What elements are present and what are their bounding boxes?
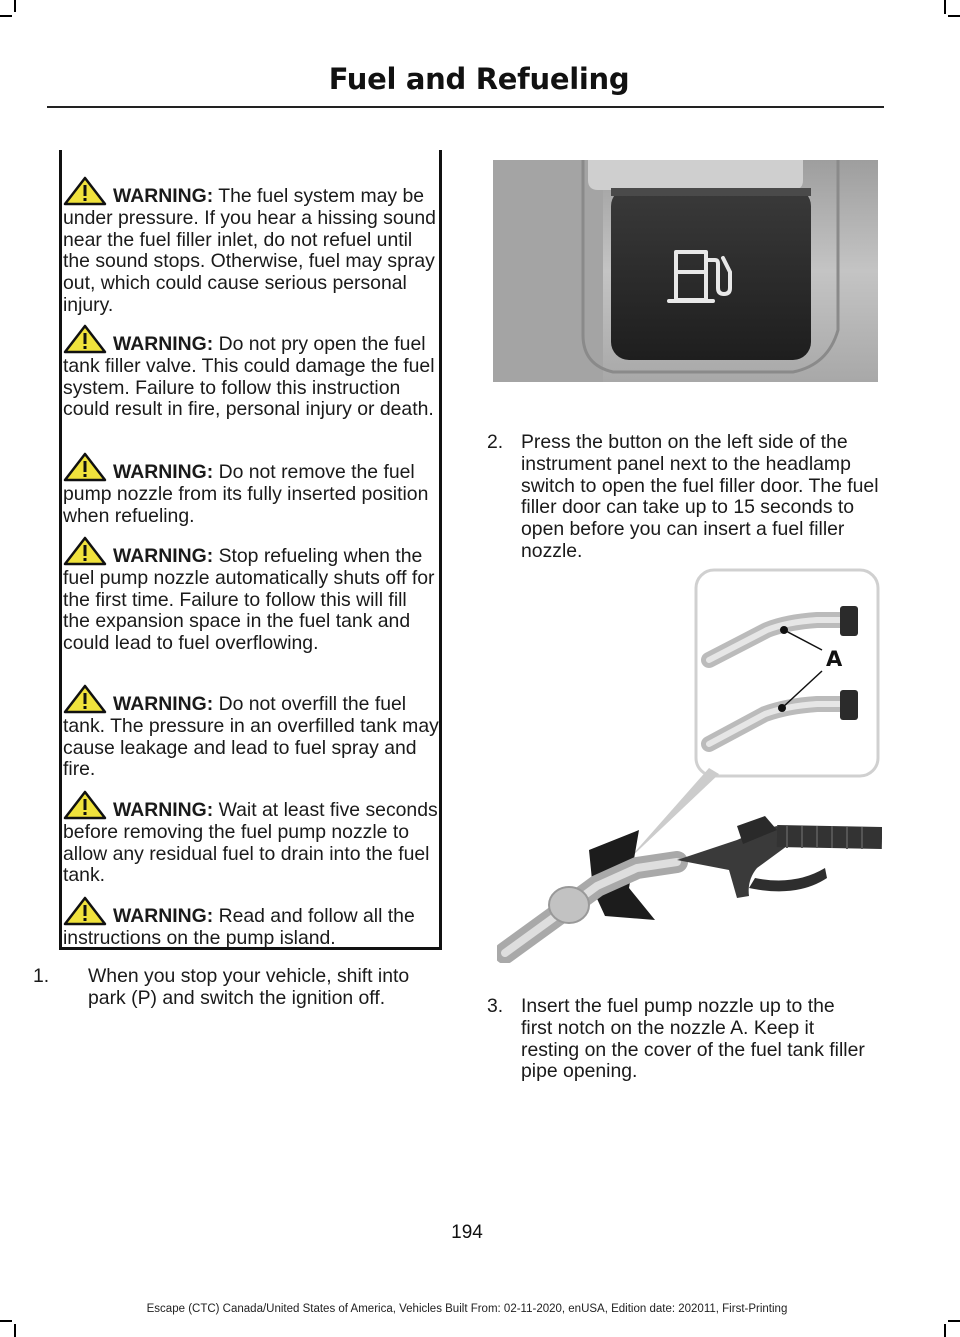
crop-mark bbox=[944, 1324, 946, 1337]
page-title: Fuel and Refueling bbox=[328, 62, 630, 96]
step-1 bbox=[33, 966, 443, 1016]
warning-item: WARNING: Wait at least five seconds before removing the fuel pump nozzle to allow any residual fuel to drain into the fuel tank. bbox=[63, 790, 439, 887]
warning-triangle-icon bbox=[63, 324, 107, 354]
crop-mark bbox=[948, 15, 960, 17]
step-number: 2. bbox=[487, 431, 504, 453]
warning-item: WARNING: Do not remove the fuel pump nozzle from its fully inserted position when refueling. bbox=[63, 452, 439, 527]
warning-triangle-icon bbox=[63, 684, 107, 714]
warning-item: WARNING: Stop refueling when the fuel pump nozzle automatically shuts off for the first time. Failure to follow this will fill the expansion space in the fuel tank and could lead to fuel overflowing. bbox=[63, 536, 439, 655]
page-footer: Escape (CTC) Canada/United States of America, Vehicles Built From: 02-11-2020, enUSA, Edition date: 202011, First-Printing bbox=[146, 1303, 788, 1315]
fuel-door-button-figure bbox=[493, 160, 878, 382]
step-2 bbox=[487, 432, 882, 562]
crop-mark bbox=[0, 1320, 12, 1322]
warning-triangle-icon bbox=[63, 536, 107, 566]
callout-label-A: A bbox=[826, 647, 843, 671]
crop-mark bbox=[14, 1324, 16, 1337]
step-text: Insert the fuel pump nozzle up to the first notch on the nozzle A. Keep it resting on the cover of the fuel tank filler pipe opening. bbox=[521, 995, 865, 1083]
page-number: 194 bbox=[451, 1222, 483, 1243]
warning-triangle-icon bbox=[63, 790, 107, 820]
warning-triangle-icon bbox=[63, 896, 107, 926]
step-3 bbox=[487, 996, 882, 1086]
crop-mark bbox=[14, 0, 16, 12]
crop-mark bbox=[0, 15, 12, 17]
step-number: 1. bbox=[33, 965, 50, 987]
fuel-nozzle-diagram bbox=[497, 568, 882, 963]
header-rule bbox=[47, 106, 884, 108]
warning-item: WARNING: Do not pry open the fuel tank filler valve. This could damage the fuel system. Failure to follow this instruction could result in fire, personal injury or death. bbox=[63, 324, 439, 421]
step-text: When you stop your vehicle, shift into park (P) and switch the ignition off. bbox=[88, 965, 410, 1009]
warning-item: WARNING: Read and follow all the instructions on the pump island. bbox=[63, 896, 439, 950]
crop-mark bbox=[944, 0, 946, 14]
step-text: Press the button on the left side of the instrument panel next to the headlamp switch to open the fuel filler door. The fuel filler door can take up to 15 seconds to open before you can insert a fuel filler nozzle. bbox=[521, 431, 879, 562]
step-number: 3. bbox=[487, 995, 504, 1017]
crop-mark bbox=[948, 1320, 960, 1322]
warning-item: WARNING: The fuel system may be under pressure. If you hear a hissing sound near the fuel filler inlet, do not refuel until the sound stops. Otherwise, fuel may spray out, which could cause serious personal injury. bbox=[63, 176, 439, 317]
warning-triangle-icon bbox=[63, 452, 107, 482]
warning-triangle-icon bbox=[63, 176, 107, 206]
warning-item: WARNING: Do not overfill the fuel tank. The pressure in an overfilled tank may cause leakage and lead to fuel spray and fire. bbox=[63, 684, 439, 781]
